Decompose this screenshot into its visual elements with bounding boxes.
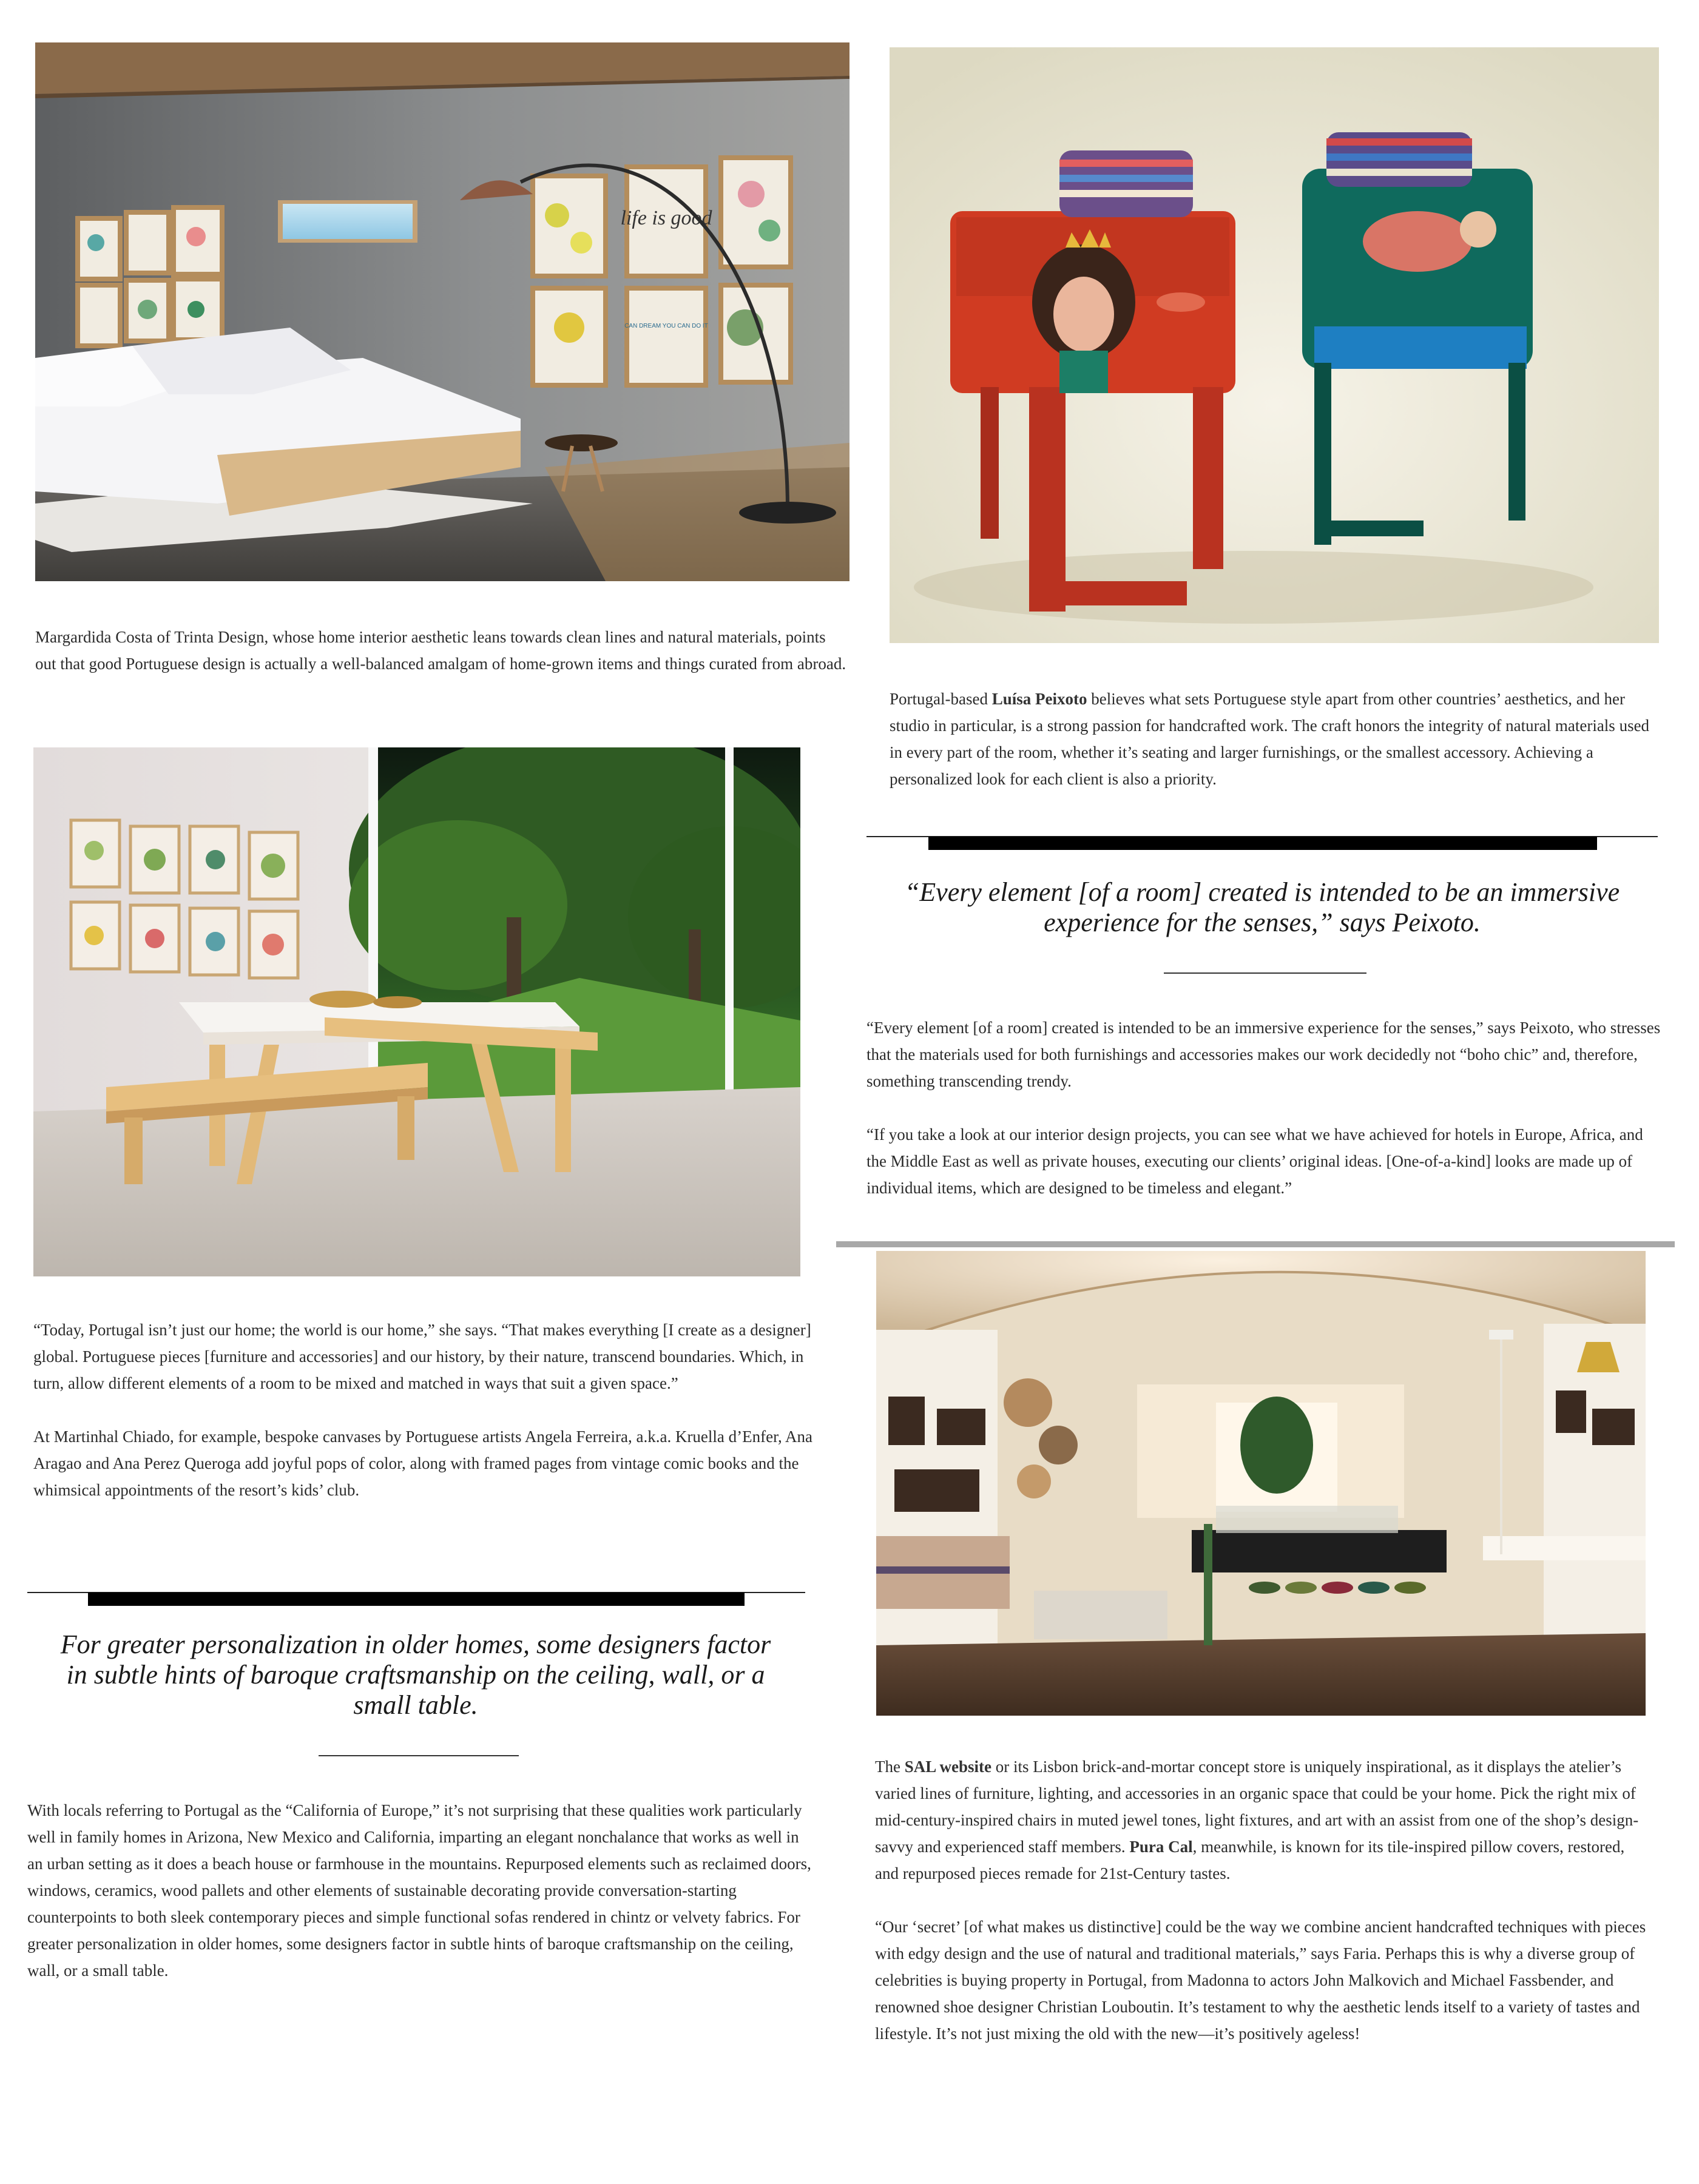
chairs-caption-pre: Portugal-based: [890, 690, 992, 708]
right-paragraph-4: “Our ‘secret’ [of what makes us distinctive] could be the way we combine ancient handcrafted techniques with pieces with edgy design and the use of natural and traditional materials,” says Faria. Perhaps this is why a diverse group of celebrities is buying property in Portugal, from Madonna to actors John Malkovich and Michael Fassbender, and renowned shoe designer Christian Louboutin. It’s testament to why the aesthetic lends itself to a variety of tastes and lifestyle. It’s not just mixing the old with the new—it’s positively ageless!: [875, 1918, 1646, 2043]
art-print-text-1: life is good: [620, 207, 712, 229]
right-paragraph-3-a: The: [875, 1758, 905, 1776]
bedroom-caption: [35, 624, 848, 677]
left-body-block-2: [27, 1797, 816, 1984]
left-paragraph-1: “Today, Portugal isn’t just our home; the world is our home,” she says. “That makes everything [I create as a designer] global. Portuguese pieces [furniture and accessories] and our history, by their nature, transcend boundaries. Which, in turn, allow different elements of a room to be mixed and matched in ways that suit a given space.”: [33, 1321, 811, 1392]
left-pullquote: For greater personalization in older homes, some designers factor in subtle hints of baroque craftsmanship on the ceiling, wall, or a small table.: [60, 1630, 771, 1720]
left-paragraph-2: At Martinhal Chiado, for example, bespoke canvases by Portuguese artists Angela Ferreira, a.k.a. Kruella d’Enfer, Ana Aragao and Ana Perez Queroga add joyful pops of color, along with framed pages from vintage comic books and the whimsical appointments of the resort’s kids’ club.: [33, 1427, 813, 1499]
right-paragraph-2: “If you take a look at our interior design projects, you can see what we have achieved for hotels in Europe, Africa, and the Middle East as well as private houses, executing our clients’ original ideas. [One-of-a-kind] looks are made up of individual items, which are designed to be timeless and elegant.”: [866, 1125, 1643, 1197]
right-paragraph-3: [875, 1753, 1652, 1887]
right-pullquote-short-rule: [1164, 972, 1366, 974]
right-paragraph-1: “Every element [of a room] created is intended to be an immersive experience for the senses,” says Peixoto, who stresses that the materials used for both furnishings and accessories makes our work decidedly not “boho chic” and, therefore, something transcending trendy.: [866, 1019, 1661, 1090]
bedroom-caption-text: Margardida Costa of Trinta Design, whose home interior aesthetic leans towards clean lines and natural materials, points out that good Portuguese design is actually a well-balanced amalgam of home-grown items and things curated from abroad.: [35, 628, 846, 673]
right-pullquote-thick-rule: [928, 837, 1597, 850]
left-paragraph-3: With locals referring to Portugal as the “California of Europe,” it’s not surprising that these qualities work particularly well in family homes in Arizona, New Mexico and California, imparting an elegant nonchalance that works as well in an urban setting as it does a beach house or farmhouse in the mountains. Repurposed elements such as reclaimed doors, windows, ceramics, wood pallets and other elements of sustainable decorating provide conversation-starting counterpoints to both sleek contemporary pieces and simple functional sofas rendered in chintz or velvety fabrics. For greater personalization in older homes, some designers factor in subtle hints of baroque craftsmanship on the ceiling, wall, or a small table.: [27, 1801, 811, 1980]
section-divider: [836, 1241, 1675, 1247]
right-paragraph-3-c: , meanwhile, is known for its tile-inspired pillow covers, restored, and repurposed pieces remade for 21st-Century tastes.: [875, 1838, 1625, 1882]
right-body-block-1: [866, 1014, 1661, 1201]
sal-website-link[interactable]: SAL website: [904, 1758, 992, 1776]
left-pullquote-thick-rule: [88, 1592, 745, 1606]
right-pullquote: “Every element [of a room] created is intended to be an immersive experience for the senses,” says Peixoto.: [904, 877, 1620, 937]
bedroom-photo: [35, 42, 850, 581]
right-body-block-2: [875, 1753, 1652, 2047]
left-pullquote-short-rule: [319, 1755, 519, 1756]
designer-name-link[interactable]: Luísa Peixoto: [991, 690, 1087, 708]
art-print-text-2: CAN DREAM YOU CAN DO IT: [624, 323, 708, 329]
pura-cal-link[interactable]: Pura Cal: [1129, 1838, 1193, 1856]
right-paragraph-3-b: or its Lisbon brick-and-mortar concept store is uniquely inspirational, as it displays the atelier’s varied lines of furniture, lighting, and accessories in an organic space that could be your home. Pick the right mix of mid-century-inspired chairs in muted jewel tones, light fixtures, and art with an assist from one of the shop’s design-savvy and experienced staff members.: [875, 1758, 1639, 1856]
chairs-caption: [890, 686, 1660, 792]
left-body-block-1: [33, 1316, 816, 1503]
chairs-caption-post: believes what sets Portuguese style apart from other countries’ aesthetics, and her studio in particular, is a strong passion for handcrafted work. The craft honors the integrity of natural materials used in every part of the room, whether it’s seating and larger furnishings, or the smallest accessory. Achieving a personalized look for each client is also a priority.: [890, 690, 1650, 788]
shop-photo: [876, 1251, 1646, 1716]
chairs-photo: [890, 47, 1659, 643]
chairs-caption-text: [890, 686, 1660, 792]
dining-photo: [33, 747, 800, 1276]
